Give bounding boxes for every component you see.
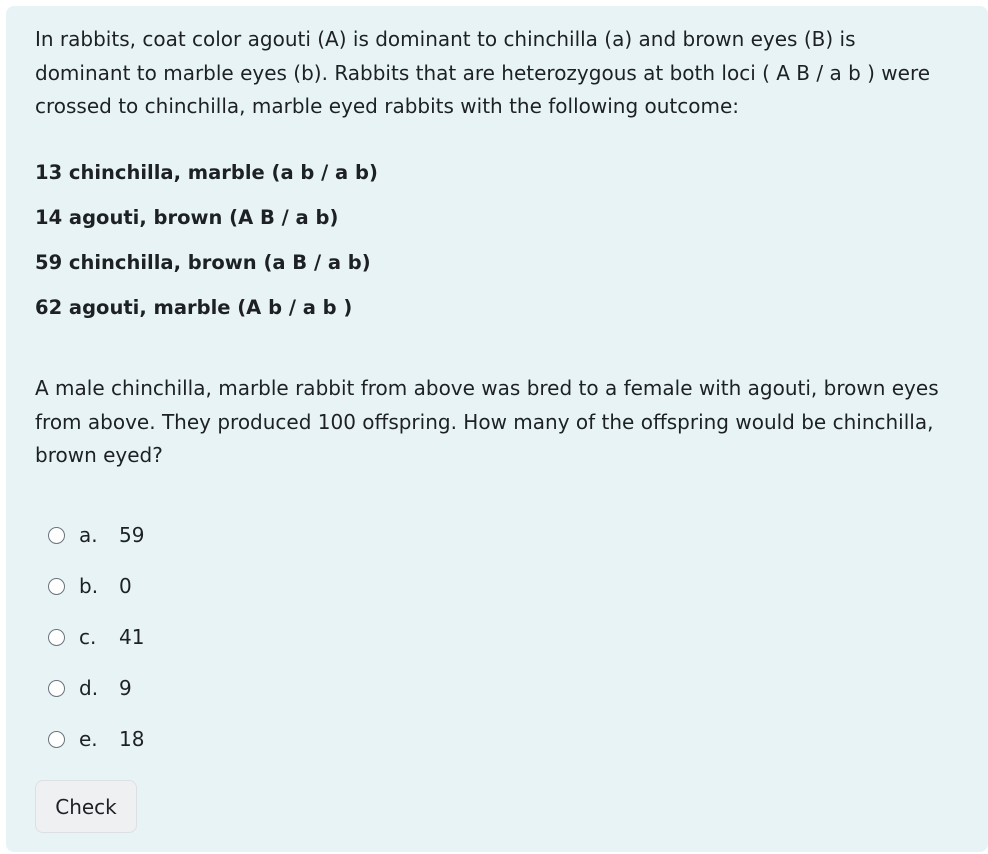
radio-button-e[interactable]: [48, 731, 65, 748]
answer-option-b[interactable]: [48, 568, 144, 619]
answer-value-d: 9: [119, 676, 132, 700]
answer-letter-c: c.: [79, 625, 97, 649]
cross-result-3: 59 chinchilla, brown (a B / a b): [35, 251, 371, 274]
answer-value-e: 18: [119, 727, 145, 751]
cross-result-1: 13 chinchilla, marble (a b / a b): [35, 161, 378, 184]
answer-value-c: 41: [119, 625, 145, 649]
question-card: [6, 6, 988, 852]
answer-letter-b: b.: [79, 574, 99, 598]
cross-results-list: [35, 158, 378, 338]
radio-button-b[interactable]: [48, 578, 65, 595]
answer-option-a[interactable]: [48, 517, 144, 568]
cross-result-2: 14 agouti, brown (A B / a b): [35, 206, 339, 229]
question-prompt: A male chinchilla, marble rabbit from above was bred to a female with agouti, brown eyes from above. They produced 100 offspring. How many of the offspring would be chinchilla, brown eyed?: [35, 376, 939, 467]
check-button[interactable]: Check: [35, 780, 137, 833]
answer-letter-d: d.: [79, 676, 99, 700]
answer-value-a: 59: [119, 523, 145, 547]
answer-letter-e: e.: [79, 727, 98, 751]
radio-button-d[interactable]: [48, 680, 65, 697]
answer-letter-a: a.: [79, 523, 98, 547]
answer-option-e[interactable]: [48, 721, 144, 772]
answer-option-c[interactable]: [48, 619, 144, 670]
radio-button-a[interactable]: [48, 527, 65, 544]
radio-button-c[interactable]: [48, 629, 65, 646]
answer-option-d[interactable]: [48, 670, 144, 721]
question-intro: In rabbits, coat color agouti (A) is dominant to chinchilla (a) and brown eyes (B) is dominant to marble eyes (b). Rabbits that are heterozygous at both loci ( A B / a b ) were crossed to chinchilla, marble eyed rabbits with the following outcome:: [35, 27, 931, 118]
cross-result-4: 62 agouti, marble (A b / a b ): [35, 296, 353, 319]
answer-value-b: 0: [119, 574, 132, 598]
answer-options: [48, 517, 144, 772]
